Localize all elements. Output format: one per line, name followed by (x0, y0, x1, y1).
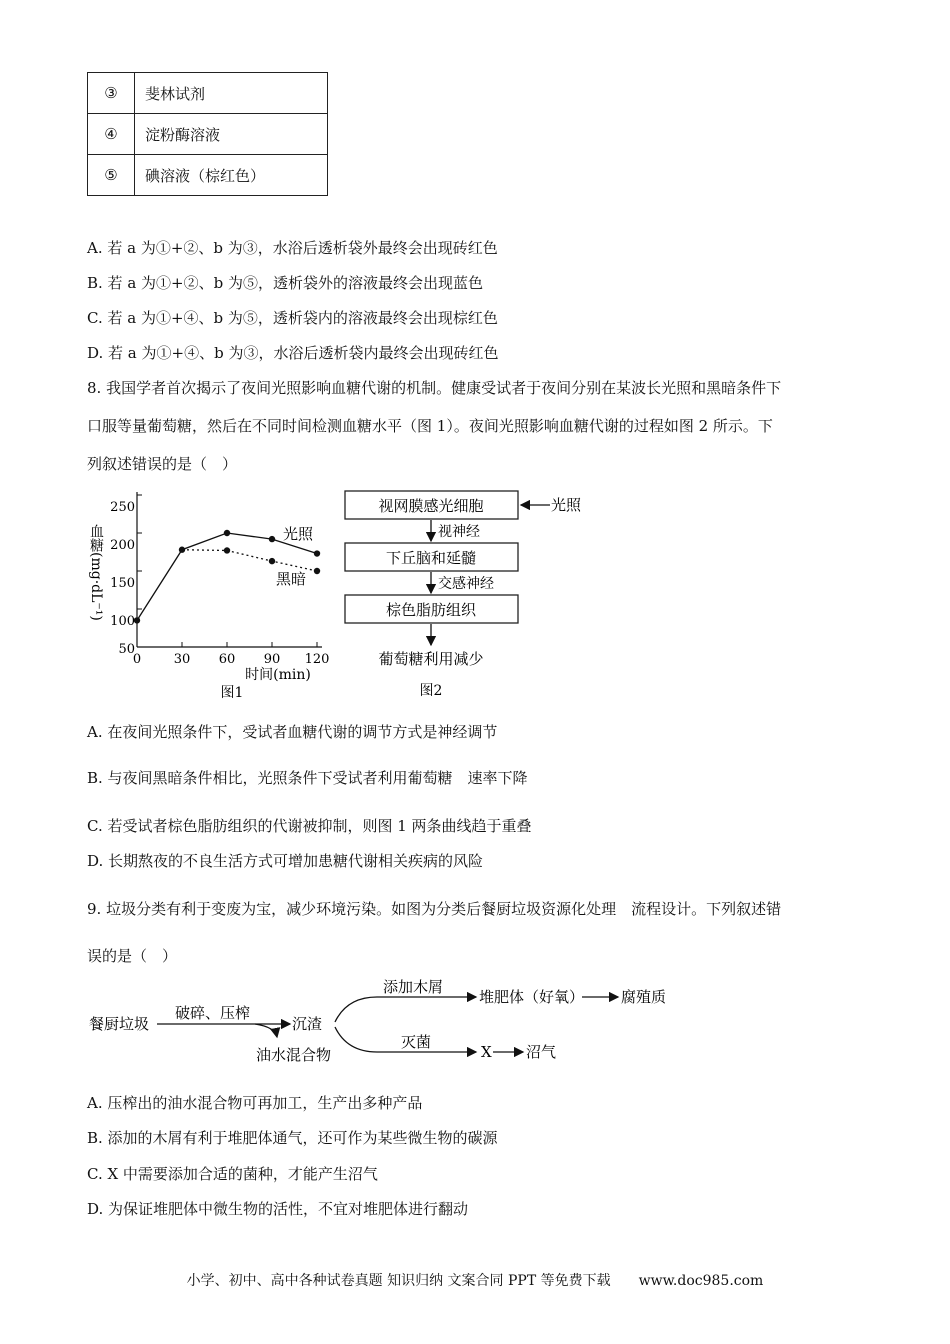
y-tick-label: 200 (110, 538, 135, 553)
oil-water-mixture-label: 油水混合物 (256, 1046, 332, 1064)
q8-stem-line3: 列叙述错误的是（ ） (87, 455, 238, 473)
sterilize-label: 灭菌 (401, 1033, 432, 1051)
q8-stem-line2: 口服等量葡萄糖，然后在不同时间检测血糖水平（图 1）。夜间光照影响血糖代谢的过程如图 2 所示。下 (87, 417, 773, 435)
compost-label: 堆肥体（好氧） (479, 988, 585, 1006)
q7-option-a: A. 若 a 为①+②、b 为③，水浴后透析袋外最终会出现砖红色 (87, 239, 498, 257)
y-tick-label: 50 (118, 642, 135, 657)
table-row (88, 114, 328, 155)
x-tick-label: 0 (132, 652, 142, 667)
retina-cells-label: 视网膜感光细胞 (378, 497, 484, 515)
q8-option-c: C. 若受试者棕色脂肪组织的代谢被抑制，则图 1 两条曲线趋于重叠 (87, 817, 532, 835)
reagent-name: 碘溶液（棕红色） (135, 155, 328, 196)
legend-dark: 黑暗 (276, 570, 307, 588)
y-tick-label: 100 (110, 614, 135, 629)
q8-option-a: A. 在夜间光照条件下，受试者血糖代谢的调节方式是神经调节 (87, 723, 498, 741)
q9-stem-line1: 9. 垃圾分类有利于变废为宝，减少环境污染。如图为分类后餐厨垃圾资源化处理 流程设计。下列叙述错 (87, 900, 782, 918)
y-tick-label: 150 (110, 576, 135, 591)
x-tick-label: 60 (218, 652, 236, 667)
waste-processing-flow (85, 975, 705, 1075)
q8-stem-line1: 8. 我国学者首次揭示了夜间光照影响血糖代谢的机制。健康受试者于夜间分别在某波长光照和黑暗条件下 (87, 379, 782, 397)
light-data-point (269, 536, 275, 542)
light-input-label: 光照 (551, 496, 582, 514)
legend-light: 光照 (283, 525, 314, 543)
table-row (88, 73, 328, 114)
q9-option-c: C. X 中需要添加合适的菌种，才能产生沼气 (87, 1165, 378, 1183)
flow-arrow (255, 1024, 277, 1037)
q7-option-d: D. 若 a 为①+④、b 为③，水浴后透析袋内最终会出现砖红色 (87, 344, 499, 362)
y-tick-label: 250 (110, 500, 135, 515)
light-data-point (224, 530, 230, 536)
reagent-name: 淀粉酶溶液 (135, 114, 328, 155)
sympathetic-nerve-label: 交感神经 (438, 576, 494, 592)
residue-label: 沉渣 (292, 1015, 323, 1033)
q7-option-c: C. 若 a 为①+④、b 为⑤，透析袋内的溶液最终会出现棕红色 (87, 309, 498, 327)
row-number: ④ (88, 114, 135, 155)
q8-option-b: B. 与夜间黑暗条件相比，光照条件下受试者利用葡萄糖 速率下降 (87, 769, 528, 787)
blood-glucose-chart (80, 480, 350, 705)
light-metabolism-diagram (338, 482, 608, 705)
q9-option-a: A. 压榨出的油水混合物可再加工，生产出多种产品 (87, 1094, 423, 1112)
dark-series-line (182, 550, 317, 571)
q7-option-b: B. 若 a 为①+②、b 为⑤，透析袋外的溶液最终会出现蓝色 (87, 274, 483, 292)
q9-option-d: D. 为保证堆肥体中微生物的活性，不宜对堆肥体进行翻动 (87, 1200, 469, 1218)
q9-option-b: B. 添加的木屑有利于堆肥体通气，还可作为某些微生物的碳源 (87, 1129, 498, 1147)
light-data-point (179, 547, 185, 553)
dark-data-point (224, 547, 230, 553)
table-row (88, 155, 328, 196)
humus-label: 腐殖质 (621, 988, 667, 1006)
dark-data-point (269, 558, 275, 564)
biogas-label: 沼气 (526, 1043, 557, 1061)
x-tick-label: 120 (304, 652, 330, 667)
row-number: ⑤ (88, 155, 135, 196)
row-number: ③ (88, 73, 135, 114)
dark-data-point (314, 568, 320, 574)
y-axis-label: 血糖(mg·dL⁻¹) (88, 524, 104, 621)
glucose-use-result: 葡萄糖利用减少 (378, 650, 484, 668)
add-sawdust-label: 添加木屑 (383, 978, 444, 996)
figure-2-caption: 图2 (419, 683, 443, 699)
kitchen-waste-label: 餐厨垃圾 (89, 1015, 150, 1033)
x-axis-label: 时间(min) (245, 667, 311, 683)
brown-fat-label: 棕色脂肪组织 (385, 601, 477, 619)
flow-arrow (335, 997, 476, 1022)
figure-1-caption: 图1 (220, 685, 244, 701)
q9-stem-line2: 误的是（ ） (87, 947, 178, 965)
hypothalamus-label: 下丘脑和延髓 (385, 549, 477, 567)
page-footer: 小学、初中、高中各种试卷真题 知识归纳 文案合同 PPT 等免费下载 www.doc985.com (186, 1273, 764, 1289)
reagent-table (87, 72, 328, 196)
reagent-name: 斐林试剂 (135, 73, 328, 114)
light-data-point (314, 550, 320, 556)
x-node-label: X (481, 1043, 492, 1061)
x-tick-label: 90 (263, 652, 281, 667)
crush-press-label: 破碎、压榨 (175, 1004, 251, 1022)
q8-option-d: D. 长期熬夜的不良生活方式可增加患糖代谢相关疾病的风险 (87, 852, 484, 870)
x-tick-label: 30 (173, 652, 191, 667)
optic-nerve-label: 视神经 (438, 524, 480, 540)
